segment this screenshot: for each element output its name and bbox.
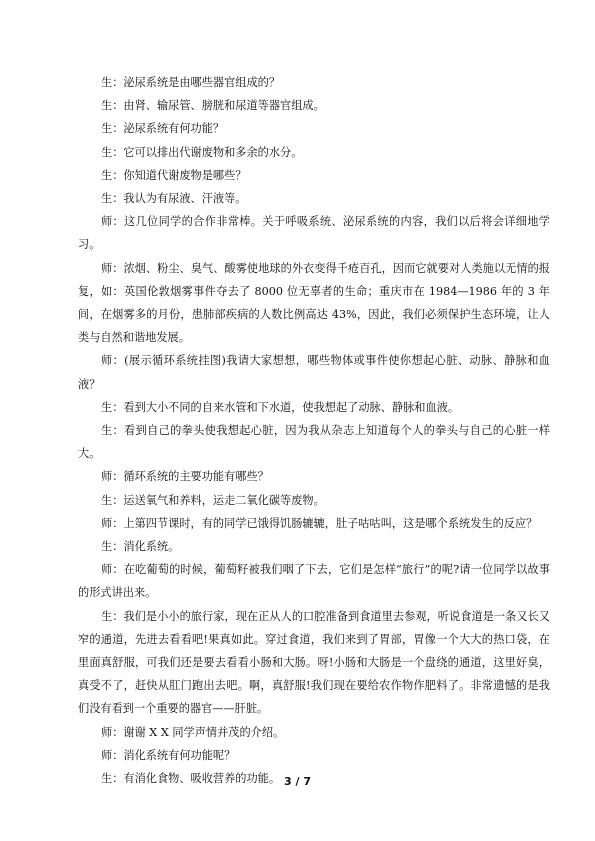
paragraph: 生：泌尿系统是由哪些器官组成的？: [101, 76, 281, 89]
paragraph: 生：看到大小不同的自来水管和下水道，使我想起了动脉、静脉和血液。: [101, 400, 460, 414]
paragraph: 生：由肾、输尿管、膀胱和尿道等器官组成。: [101, 99, 325, 113]
paragraph: 生：它可以排出代谢废物和多余的水分。: [101, 145, 303, 159]
paragraph: 生：消化系统。: [101, 540, 180, 554]
paragraph: 生：我认为有尿液、汗液等。: [101, 192, 247, 206]
paragraph: 师：浓烟、粉尘、臭气、酸雾使地球的外衣变得千疮百孔，因而它就要对人类施以无情的报复，如：英国伦敦烟雾事件夺去了 8000 位无辜者的生命；重庆市在 1984—1986 年的 3 年间，在烟雾多的月份，患肺部疾病的人数比例高达 43%，因此，我们必须保护生态环境，让人类与自然和谐地发展。: [78, 261, 550, 345]
paragraph: 生：你知道代谢废物是哪些？: [101, 168, 247, 182]
paragraph: 师：消化系统有何功能呢？: [101, 748, 236, 762]
paragraph: 师：循环系统的主要功能有哪些？: [101, 470, 269, 484]
paragraph: 师：(展示循环系统挂图)我请大家想想，哪些物体或事件使你想起心脏、动脉、静脉和血液？: [78, 354, 550, 391]
paragraph: 师：在吃葡萄的时候，葡萄籽被我们咽了下去，它们是怎样“旅行”的呢?请一位同学以故事的形式讲出来。: [78, 563, 550, 600]
paragraph: 生：运送氧气和养料，运走二氧化碳等废物。: [101, 493, 325, 507]
paragraph: 师：上第四节课时，有的同学已饿得饥肠辘辘，肚子咕咕叫，这是哪个系统发生的反应？: [101, 516, 538, 530]
paragraph: 师：谢谢 X X 同学声情并茂的介绍。: [101, 725, 285, 739]
paragraph: 生：我们是小小的旅行家，现在正从人的口腔准备到食道里去参观，听说食道是一条又长又窄的通道，先进去看看吧!果真如此。穿过食道，我们来到了胃部，胃像一个大大的热口袋，在里面真舒服，可我们还是要去看看小肠和大肠。呀!小肠和大肠是一个盘绕的通道，这里好臭，真受不了，赶快从肛门跑出去吧。啊，真舒服!我们现在要给农作物作肥料了。非常遗憾的是我们没有看到一个重要的器官——肝脏。: [78, 609, 550, 716]
paragraph: 生：有消化食物、吸收营养的功能。: [101, 772, 281, 786]
paragraph: 生：看到自己的拳头使我想起心脏，因为我从杂志上知道每个人的拳头与自己的心脏一样大。: [78, 424, 550, 461]
page-number: 3 / 7: [284, 775, 311, 788]
page-body: [78, 71, 550, 790]
paragraph: 生：泌尿系统有何功能？: [101, 122, 225, 136]
paragraph: 师：这几位同学的合作非常棒。关于呼吸系统、泌尿系统的内容，我们以后将会详细地学习。: [78, 215, 550, 252]
